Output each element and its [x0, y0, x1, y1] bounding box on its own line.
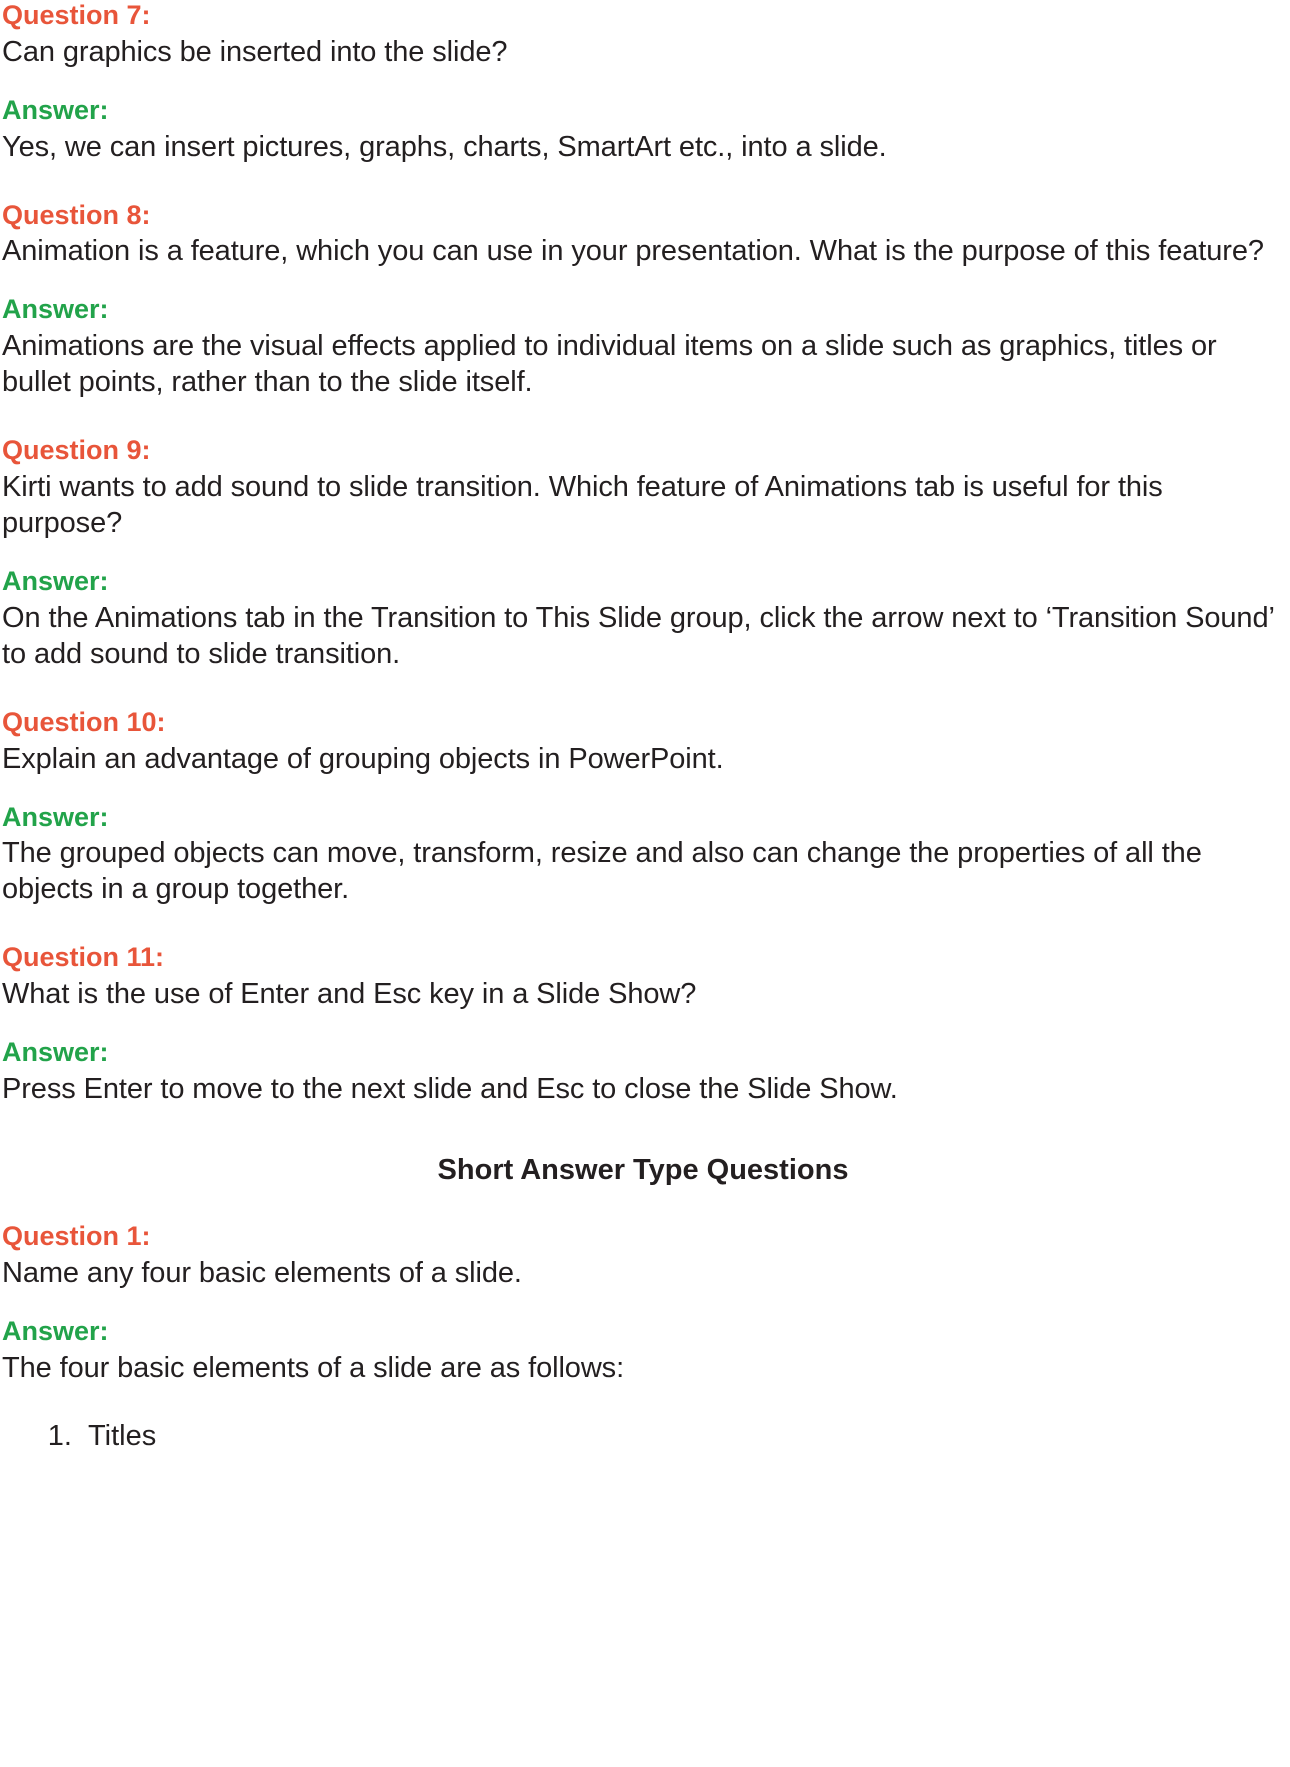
question-label: Question 9:: [2, 435, 151, 466]
qa-block: [2, 0, 1284, 166]
answer-label: Answer:: [2, 1315, 109, 1346]
answer-label: Answer:: [2, 294, 109, 325]
answer-text: Animations are the visual effects applied to individual items on a slide such as graphics, titles or bullet points, rather than to the slide itself.: [2, 330, 1217, 399]
question-text: Can graphics be inserted into the slide?: [2, 35, 508, 68]
list-item: 1. Titles: [80, 1415, 1284, 1457]
qa-block: [2, 1221, 1284, 1457]
spacer: [2, 1292, 1284, 1316]
question-text: Explain an advantage of grouping objects in PowerPoint.: [2, 742, 724, 775]
question-label: Question 8:: [2, 199, 151, 230]
question-label: Question 10:: [2, 706, 166, 737]
spacer: [2, 71, 1284, 95]
answer-text: The grouped objects can move, transform, resize and also can change the properties of all the objects in a group together.: [2, 837, 1202, 906]
question-text: Animation is a feature, which you can use in your presentation. What is the purpose of this feature?: [2, 235, 1264, 268]
answer-text: Yes, we can insert pictures, graphs, charts, SmartArt etc., into a slide.: [2, 130, 887, 163]
question-label: Question 1:: [2, 1220, 151, 1251]
spacer: [2, 542, 1284, 566]
answer-label: Answer:: [2, 94, 109, 125]
answer-list: [2, 1415, 1284, 1457]
question-text: What is the use of Enter and Esc key in a Slide Show?: [2, 978, 697, 1011]
answer-text: Press Enter to move to the next slide and Esc to close the Slide Show.: [2, 1072, 898, 1105]
answer-label: Answer:: [2, 801, 109, 832]
question-label: Question 11:: [2, 942, 165, 973]
spacer: [2, 1013, 1284, 1037]
answer-text: On the Animations tab in the Transition to This Slide group, click the arrow next to ‘Transition Sound’ to add sound to slide transition.: [2, 601, 1274, 670]
question-text: Kirti wants to add sound to slide transition. Which feature of Animations tab is useful for this purpose?: [2, 471, 1163, 540]
section-heading: Short Answer Type Questions: [437, 1153, 849, 1186]
qa-block: [2, 942, 1284, 1108]
question-label: Question 7:: [2, 0, 151, 30]
answer-text: The four basic elements of a slide are as follows:: [2, 1351, 625, 1384]
spacer: [2, 270, 1284, 294]
qa-block: [2, 707, 1284, 909]
qa-block: [2, 200, 1284, 402]
qa-block: [2, 435, 1284, 673]
answer-label: Answer:: [2, 1037, 109, 1068]
answer-label: Answer:: [2, 565, 109, 596]
question-text: Name any four basic elements of a slide.: [2, 1256, 522, 1289]
spacer: [2, 778, 1284, 802]
